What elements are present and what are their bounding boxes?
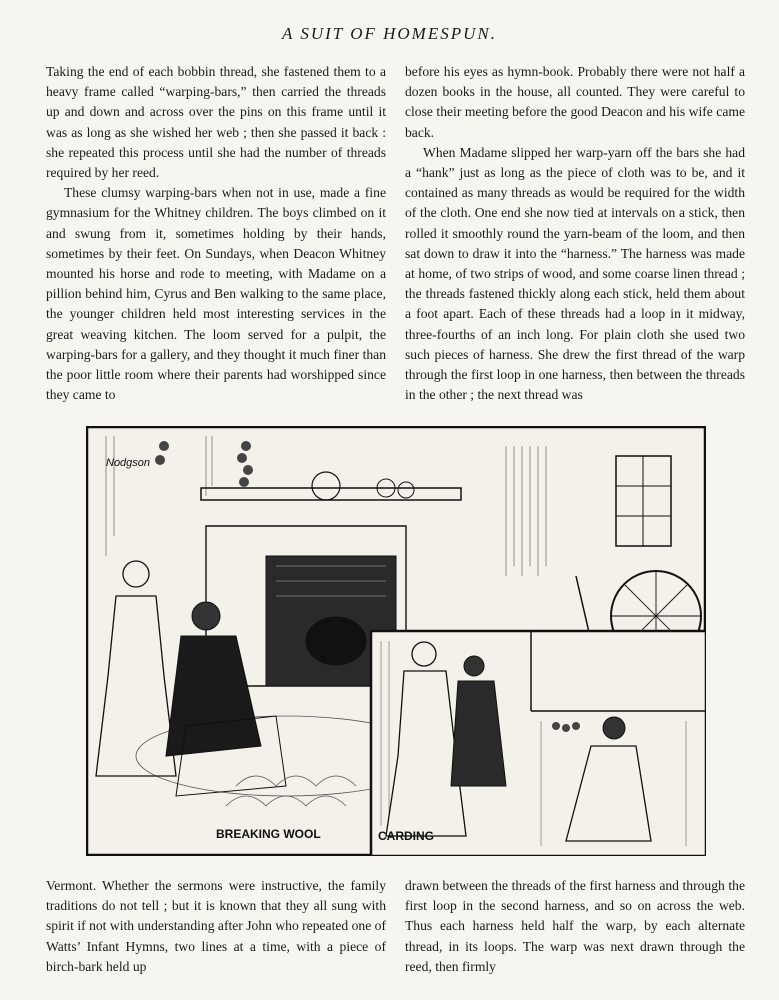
caption-breaking-wool: BREAKING WOOL: [216, 827, 321, 841]
paragraph: drawn between the threads of the first harness and through the first loop in the second harness, and so on across the web. Thus each harness held half the warp, by each alternate thread, in its loops. The warp was next drawn through the reed, then firmly: [405, 878, 745, 974]
column-top-right: [405, 62, 745, 405]
paragraph: before his eyes as hymn-book. Probably there were not half a dozen books in the house, all counted. They were careful to close their meeting before the good Deacon and his wife came back.: [405, 64, 745, 140]
paragraph: When Madame slipped her warp-yarn off the bars she had a “hank” just as long as the piece of cloth was to be, and it contained as many threads as would be required for the width of the cloth. One end she now tied at intervals on a stick, then rolled it smoothly round the yarn-beam of the loom, and then sat down to draw it into the “harness.” The harness was made at home, of two strips of wood, and some coarse linen thread ; the threads fastened thickly along each stick, held them about a foot apart. Each of these threads had a loop in it midway, three-fourths of an inch long. For plain cloth she used two such pieces of harness. She drew the first thread of the warp through the first loop in one harness, then between the threads in the other ; the next thread was: [405, 144, 745, 403]
column-top-left: [46, 62, 386, 405]
paragraph: Vermont. Whether the sermons were instructive, the family traditions do not tell ; but it is known that they all sung with spirit if not with understanding after John who repeated one of Watts’ Infant Hymns, two lines at a time, with a piece of birch-bark held up: [46, 878, 386, 974]
illustration-signature: Nodgson: [106, 457, 151, 469]
illustration-weaving-kitchen: [86, 426, 706, 856]
running-head: A SUIT OF HOMESPUN.: [282, 24, 497, 43]
column-bottom-right: [405, 876, 745, 977]
paragraph: These clumsy warping-bars when not in use, made a fine gymnasium for the Whitney children. The boys climbed on it and swung from it, sometimes holding by their hands, sometimes by their feet. On Sundays, when Deacon Whitney mounted his horse and rode to meeting, with Madame on a pillion behind him, Cyrus and Ben walking to the same place, the younger children held most interesting services in the great weaving kitchen. The loom served for a pulpit, the warping-bars for a gallery, and they thought it much finer than the poor little room where their parents had worshipped since they came to: [46, 185, 386, 403]
caption-carding: CARDING: [378, 829, 434, 843]
paragraph: Taking the end of each bobbin thread, she fastened them to a heavy frame called “warping-bars,” then carried the threads up and down and across over the pins on this frame until it was as long as she wished her web ; then she passed it back : she repeated this process until she had the number of threads required by her reed.: [46, 64, 386, 181]
column-bottom-left: [46, 876, 386, 977]
